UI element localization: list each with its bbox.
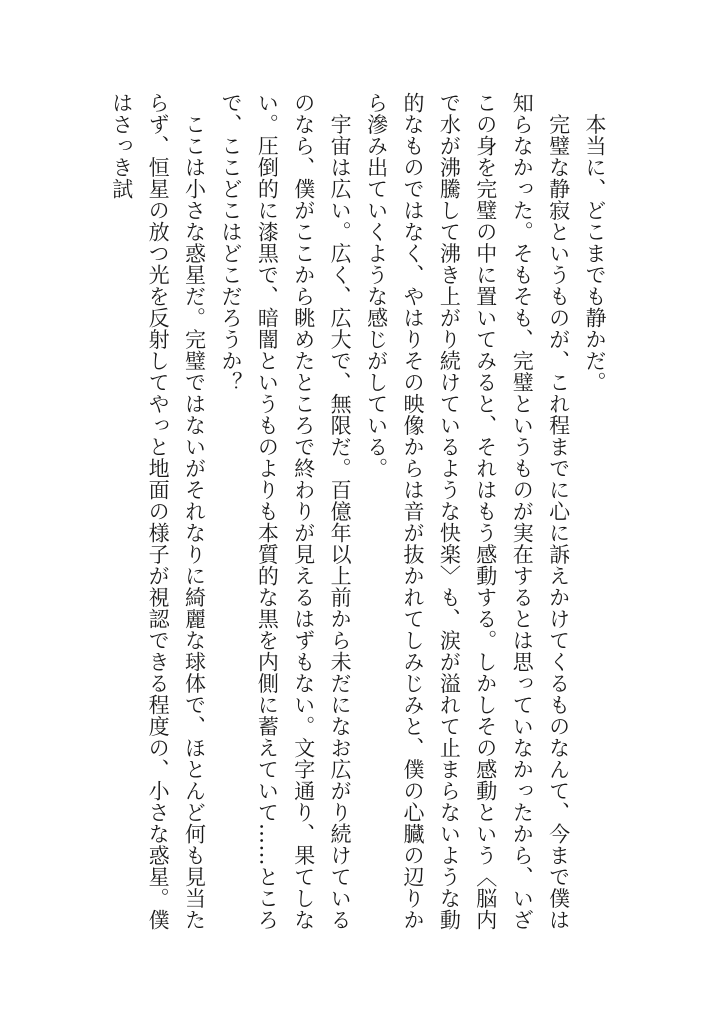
paragraph-2: 完璧な静寂というものが、これ程までに心に訴えかけてくるものなんて、今まで僕は知らなかった。そもそも、完璧というものが実在するとは思っていなかったから、いざこの身を完璧の中に置いてみると、それはもう感動する。しかしその感動という〈脳内で水が沸騰して沸き上がり続けているような快楽〉も、涙が溢れて止まらないような動的なものではなく、やはりその映像からは音が抜かれてしみじみと、僕の心臓の辺りから滲み出ていくような感じがしている。 <box>364 92 571 931</box>
paragraph-1: 本当に、どこまでも静かだ。 <box>583 92 607 393</box>
body-text <box>103 92 613 942</box>
paragraph-3: 宇宙は広い。広く、広大で、無限だ。百億年以上前から未だになお広がり続けているのなら、僕がここから眺めたところで終わりが見えるはずもない。文字通り、果てしない。圧倒的に漆黒で、暗闇というものよりも本質的な黒を内側に蓄えていて……ところで、ここどこはどこだろうか？ <box>218 92 353 931</box>
paragraph-4: ここは小さな惑星だ。完璧ではないがそれなりに綺麗な球体で、ほとんど何も見当たらず、恒星の放つ光を反射してやっと地面の様子が視認できる程度の、小さな惑星。僕はさっき試 <box>109 92 207 931</box>
